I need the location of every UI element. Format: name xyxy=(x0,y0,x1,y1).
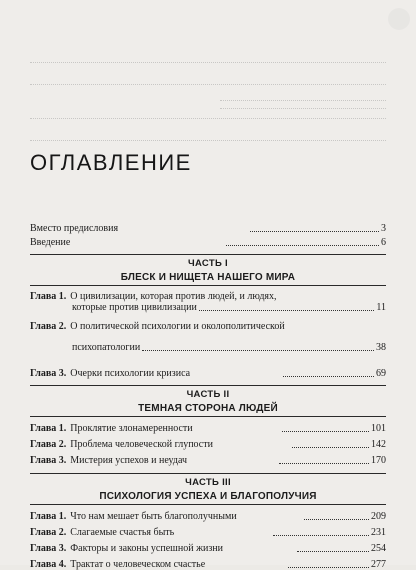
part-title: ТЕМНАЯ СТОРОНА ЛЮДЕЙ xyxy=(138,403,278,414)
entry-page: 69 xyxy=(376,368,386,379)
entry-title: Вместо предисловия xyxy=(30,223,119,234)
chapter-title: Проклятие злонамеренности xyxy=(70,423,193,434)
divider xyxy=(30,285,386,286)
toc-entry-part2-ch3 xyxy=(30,455,386,466)
leader-dots xyxy=(288,567,369,568)
chapter-title-line1: О цивилизации, которая против людей, и людях, xyxy=(70,291,277,302)
leader-dots xyxy=(199,310,375,311)
divider xyxy=(30,416,386,417)
divider xyxy=(30,473,386,474)
part-label: ЧАСТЬ I xyxy=(188,258,228,269)
chapter-title: Факторы и законы успешной жизни xyxy=(70,543,223,554)
chapter-number: Глава 1. xyxy=(30,291,67,302)
chapter-title: Что нам мешает быть благополучными xyxy=(70,511,237,522)
toc-entry-part2-ch2 xyxy=(30,439,386,450)
toc-entry-part3-ch3 xyxy=(30,543,386,554)
chapter-number: Глава 3. xyxy=(30,543,67,554)
divider xyxy=(30,385,386,386)
toc-entry-foreword xyxy=(30,223,386,234)
leader-dots xyxy=(279,463,369,464)
chapter-title: Мистерия успехов и неудач xyxy=(70,455,188,466)
chapter-number: Глава 3. xyxy=(30,455,67,466)
chapter-number: Глава 3. xyxy=(30,368,67,379)
chapter-title-line1: О политической психологии и околополитической xyxy=(70,321,285,332)
part-label: ЧАСТЬ III xyxy=(185,477,231,488)
toc-entry-introduction xyxy=(30,237,386,248)
entry-page: 6 xyxy=(381,237,386,248)
entry-page: 11 xyxy=(376,302,386,313)
chapter-number: Глава 2. xyxy=(30,527,67,538)
leader-dots xyxy=(226,245,379,246)
leader-dots xyxy=(304,519,369,520)
toc-entry-part1-ch2 xyxy=(30,321,386,353)
entry-page: 142 xyxy=(371,439,387,450)
entry-title: Введение xyxy=(30,237,71,248)
chapter-number: Глава 1. xyxy=(30,511,67,522)
chapter-title: Трактат о человеческом счастье xyxy=(70,559,206,570)
leader-dots xyxy=(250,231,379,232)
leader-dots xyxy=(292,447,369,448)
part-heading-1 xyxy=(30,258,386,283)
entry-page: 170 xyxy=(371,455,387,466)
page-title: ОГЛАВЛЕНИЕ xyxy=(30,150,192,175)
show-through-background xyxy=(0,0,416,150)
entry-page: 3 xyxy=(381,223,386,234)
entry-page: 231 xyxy=(371,527,387,538)
part-heading-3 xyxy=(30,477,386,502)
chapter-title-line2: которые против цивилизации xyxy=(72,302,197,313)
toc-entry-part3-ch1 xyxy=(30,511,386,522)
part-heading-2 xyxy=(30,389,386,414)
leader-dots xyxy=(283,376,374,377)
part-title: ПСИХОЛОГИЯ УСПЕХА И БЛАГОПОЛУЧИЯ xyxy=(99,491,317,502)
divider xyxy=(30,254,386,255)
chapter-number: Глава 2. xyxy=(30,439,67,450)
toc-entry-part1-ch3 xyxy=(30,368,386,379)
divider xyxy=(30,504,386,505)
leader-dots xyxy=(297,551,369,552)
leader-dots xyxy=(273,535,369,536)
chapter-title: Проблема человеческой глупости xyxy=(70,439,213,450)
toc-entry-part2-ch1 xyxy=(30,423,386,434)
entry-page: 38 xyxy=(376,342,386,353)
part-title: БЛЕСК И НИЩЕТА НАШЕГО МИРА xyxy=(120,272,296,283)
toc-entry-part1-ch1 xyxy=(30,291,386,313)
page-corner-mark xyxy=(388,8,410,30)
chapter-number: Глава 4. xyxy=(30,559,67,570)
leader-dots xyxy=(142,350,374,351)
chapter-title-line2: психопатологии xyxy=(72,342,141,353)
chapter-number: Глава 2. xyxy=(30,321,67,332)
entry-page: 101 xyxy=(371,423,387,434)
entry-page: 209 xyxy=(371,511,387,522)
entry-page: 254 xyxy=(371,543,387,554)
chapter-number: Глава 1. xyxy=(30,423,67,434)
leader-dots xyxy=(282,431,369,432)
entry-page: 277 xyxy=(371,559,386,570)
chapter-title: Слагаемые счастья быть xyxy=(70,527,175,538)
part-label: ЧАСТЬ II xyxy=(186,389,230,400)
toc-entry-part3-ch2 xyxy=(30,527,386,538)
chapter-title: Очерки психологии кризиса xyxy=(70,368,191,379)
